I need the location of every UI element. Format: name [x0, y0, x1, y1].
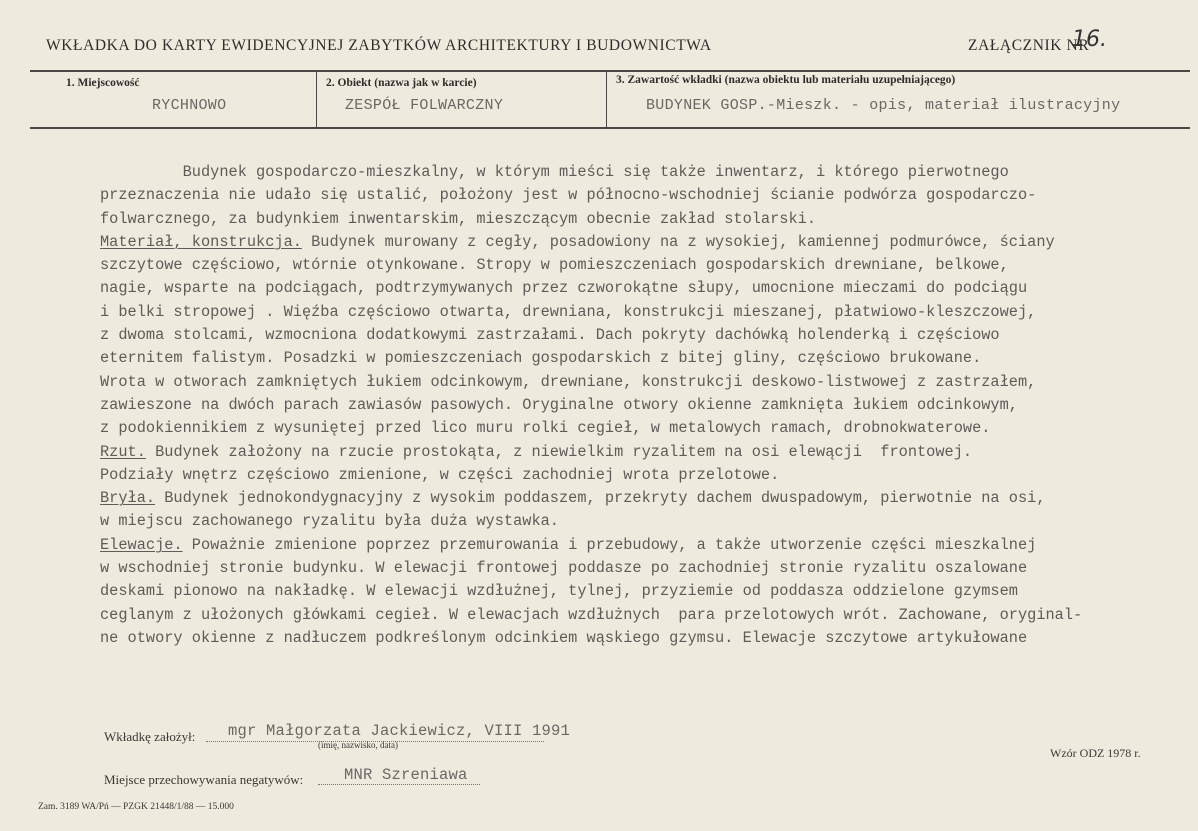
description-line	[100, 627, 1190, 650]
prepared-by-label: Wkładkę założył:	[104, 729, 196, 744]
prepared-by-value: mgr Małgorzata Jackiewicz, VIII 1991	[228, 722, 571, 740]
description-line	[100, 580, 1190, 603]
template-label: Wzór ODZ 1978 r.	[1050, 746, 1141, 760]
object-label: 2. Obiekt (nazwa jak w karcie)	[326, 77, 477, 89]
description-line	[100, 231, 1190, 254]
contents-value: BUDYNEK GOSP.-Mieszk. - opis, materiał ilustracyjny	[646, 97, 1121, 114]
locality-value: RYCHNOWO	[152, 97, 227, 114]
header-bottom-rule	[30, 127, 1190, 129]
annex-label: ZAŁĄCZNIK NR	[968, 37, 1090, 54]
description-line	[100, 301, 1190, 324]
negatives-label: Miejsce przechowywania negatywów:	[104, 772, 304, 787]
object-value: ZESPÓŁ FOLWARCZNY	[345, 97, 504, 114]
line-text: z dwoma stolcami, wzmocniona dodatkowymi zastrzałami. Dach pokryty dachówką holenderką i częściowo	[100, 326, 1000, 345]
description-text	[100, 161, 1190, 650]
line-text: Budynek jednokondygnacyjny z wysokim poddaszem, przekryty dachem dwuspadowym, pierwotnie na osi,	[155, 489, 1046, 508]
description-line	[100, 394, 1190, 417]
description-line	[100, 441, 1190, 464]
description-line	[100, 604, 1190, 627]
line-text: Budynek gospodarczo-mieszkalny, w którym mieści się także inwentarz, i którego pierwotnego	[100, 163, 1009, 181]
prepared-by-caption: (imię, nazwisko, data)	[318, 740, 398, 750]
negatives-dotted-line	[318, 784, 480, 785]
section-heading: Rzut.	[100, 442, 146, 461]
contents-label: 3. Zawartość wkładki (nazwa obiektu lub materiału uzupełniającego)	[616, 74, 956, 86]
line-text: przeznaczenia nie udało się ustalić, położony jest w północno-wschodniej ścianie podwórza gospodarczo-	[100, 186, 1037, 205]
description-line	[100, 324, 1190, 347]
description-lines	[100, 161, 1190, 650]
line-text: Podziały wnętrz częściowo zmienione, w części zachodniej wrota przelotowe.	[100, 465, 780, 484]
description-line	[100, 464, 1190, 487]
description-line	[100, 371, 1190, 394]
description-line	[100, 534, 1190, 557]
description-line	[100, 417, 1190, 440]
description-line	[100, 557, 1190, 580]
line-text: nagie, wsparte na podciągach, podtrzymywanych przez czworokątne słupy, umocnione mieczami do podciągu	[100, 279, 1028, 298]
description-line	[100, 254, 1190, 277]
line-text: folwarcznego, za budynkiem inwentarskim, mieszczącym obecnie zakład stolarski.	[100, 209, 817, 228]
annex-number: 16.	[1072, 27, 1107, 52]
description-line	[100, 347, 1190, 370]
line-text: Budynek murowany z cegły, posadowiony na z wysokiej, kamiennej podmurówce, ściany	[301, 232, 1055, 251]
negatives-value: MNR Szreniawa	[344, 766, 468, 784]
description-line	[100, 487, 1190, 510]
line-text: Poważnie zmienione poprzez przemurowania i przebudowy, a także utworzenie części mieszkalnej	[182, 535, 1037, 554]
line-text: ceglanym z ułożonych główkami cegieł. W elewacjach wzdłużnych para przelotowych wrót. Zachowane, oryginal-	[100, 605, 1083, 624]
description-line	[100, 161, 1190, 184]
section-heading: Elewacje.	[100, 535, 183, 554]
print-info: Zam. 3189 WA/Pń — PZGK 21448/1/88 — 15.000	[38, 802, 234, 812]
line-text: zawieszone na dwóch parach zawiasów pasowych. Oryginalne otwory okienne zamknięta łukiem odcinkowym,	[100, 395, 1018, 414]
header-top-rule	[30, 70, 1190, 72]
description-line	[100, 510, 1190, 533]
form-title: WKŁADKA DO KARTY EWIDENCYJNEJ ZABYTKÓW ARCHITEKTURY I BUDOWNICTWA	[46, 37, 712, 54]
line-text: i belki stropowej . Więźba częściowo otwarta, drewniana, konstrukcji mieszanej, płatwiowo-kleszczowej,	[100, 302, 1037, 321]
description-line	[100, 184, 1190, 207]
field-divider-2	[606, 71, 607, 127]
line-text: w wschodniej stronie budynku. W elewacji frontowej poddasze po zachodniej stronie ryzalitu oszalowane	[100, 559, 1028, 578]
line-text: z podokiennikiem z wysuniętej przed lico muru rolki cegieł, w metalowych ramach, drobnokwaterowe.	[100, 419, 991, 438]
section-heading: Bryła.	[100, 489, 156, 508]
line-text: szczytowe częściowo, wtórnie otynkowane. Stropy w pomieszczeniach gospodarskich drewniane, belkowe,	[100, 256, 1009, 275]
description-line	[100, 277, 1190, 300]
section-heading: Materiał, konstrukcja.	[100, 232, 302, 251]
line-text: Budynek założony na rzucie prostokąta, z niewielkim ryzalitem na osi elewącji frontowej.	[145, 442, 973, 461]
line-text: eternitem falistym. Posadzki w pomieszczeniach gospodarskich z bitej gliny, częściowo brukowane.	[100, 349, 982, 368]
line-text: ne otwory okienne z nadłuczem podkreślonym odcinkiem wąskiego gzymsu. Elewacje szczytowe artykułowane	[100, 628, 1028, 647]
field-divider-1	[316, 71, 317, 127]
description-line	[100, 208, 1190, 231]
line-text: w miejscu zachowanego ryzalitu była duża wystawka.	[100, 512, 559, 531]
line-text: Wrota w otworach zamkniętych łukiem odcinkowym, drewniane, konstrukcji deskowo-listwowej z zastrzałem,	[100, 372, 1037, 391]
locality-label: 1. Miejscowość	[66, 77, 140, 89]
line-text: deskami pionowo na nakładkę. W elewacji wzdłużnej, tylnej, przyziemie od poddasza oddzielone gzymsem	[100, 582, 1018, 601]
